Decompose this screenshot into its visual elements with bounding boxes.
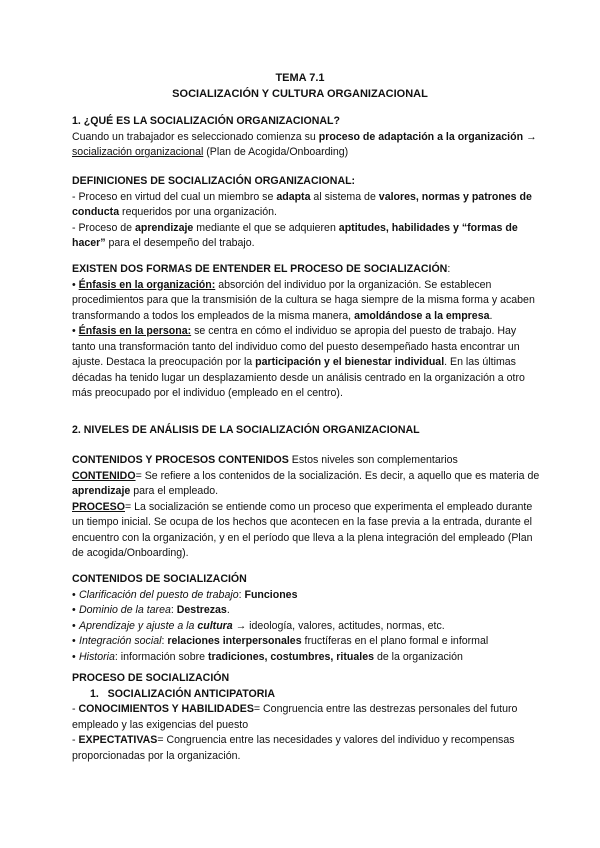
text: - [72,703,79,715]
forms-item-person [72,324,542,402]
bullet: • [72,650,76,663]
bold-italic-text: cultura [197,619,233,632]
process-item-expectations [72,733,542,764]
text: se centra en cómo el individuo se apropia del puesto de trabajo. Hay tanto una transformación tanto del individuo como del puesto desempeñado hasta encontrar un ajuste. Destaca la preocupación por la [72,325,520,368]
contents-item [72,619,542,635]
bold-text: aprendizaje [72,485,131,497]
arrow: → [523,130,537,143]
italic-text: Clarificación del puesto de trabajo [79,588,239,601]
text: . En las últimas décadas ha tenido lugar un desplazamiento desde un análisis centrado en la organización a otro más preocupado por el individuo (empleado en el centro). [72,356,525,399]
bullet: • [72,635,76,647]
underlined-text: socialización organizacional [72,146,204,158]
bold-text: aptitudes, habilidades y “formas de hacer” [72,221,518,249]
contents-item [72,588,542,604]
bold-text: adapta [276,190,311,203]
section-2-heading: 2. NIVELES DE ANÁLISIS DE LA SOCIALIZACIÓN ORGANIZACIONAL [72,424,420,436]
text: Cuando un trabajador es seleccionado comienza su [72,130,319,143]
forms-heading-text: EXISTEN DOS FORMAS DE ENTENDER EL PROCESO DE SOCIALIZACIÓN [72,263,448,275]
italic-text: Dominio de la tarea [79,604,171,616]
item-label: Énfasis en la persona: [78,325,192,337]
definition-2 [72,221,542,252]
forms-item-organization [72,278,542,325]
bold-text: amoldándose a la empresa [354,309,490,322]
bold-text: Funciones [244,588,298,601]
contents-heading: CONTENIDOS DE SOCIALIZACIÓN [72,573,247,585]
process-section [72,671,542,764]
text: . [489,309,493,322]
text: para el desempeño del trabajo. [105,237,255,249]
bold-text: EXPECTATIVAS [78,734,158,746]
contents-item [72,650,542,666]
bold-text: relaciones interpersonales [167,635,302,647]
text: (Plan de Acogida/Onboarding) [203,146,349,158]
definitions-section [72,174,542,252]
text: : [161,635,168,647]
doc-title: SOCIALIZACIÓN Y CULTURA ORGANIZACIONAL [172,88,428,100]
definitions-heading: DEFINICIONES DE SOCIALIZACIÓN ORGANIZACIONAL: [72,175,356,187]
section-1 [72,114,542,161]
section-1-body [72,130,542,161]
forms-section [72,262,542,402]
proceso-definition [72,500,542,562]
doc-title-number: TEMA 7.1 [275,72,325,84]
text: al sistema de [310,190,379,203]
text: → ideología, valores, actitudes, normas, etc. [232,619,445,632]
text: fructíferas en el plano formal e informal [301,635,489,647]
item-label: Énfasis en la organización: [78,278,216,291]
process-subheading: 1. SOCIALIZACIÓN ANTICIPATORIA [90,687,276,700]
contents-item [72,634,542,650]
bold-text: aprendizaje [135,221,194,234]
text: . [226,604,230,616]
bullet: • [72,325,76,337]
bullet: • [72,588,76,601]
text: requeridos por una organización. [119,206,277,218]
term-label: PROCESO [72,500,125,513]
text: = Congruencia entre las destrezas personales del futuro empleado y las exigencias del puesto [72,703,518,731]
bullet: • [72,604,76,616]
text: = La socialización se entiende como un proceso que experimenta el empleado durante un tiempo inicial. Se ocupa de los hechos que acontecen en la fase previa a la entrada, durante el encuentro con la organización, y en el período que lleva a la plena integración del empleado (Plan de acogida/Onboarding). [72,500,533,559]
process-heading: PROCESO DE SOCIALIZACIÓN [72,672,230,684]
italic-text: Integración social [79,635,162,647]
definition-1 [72,190,542,221]
italic-text: Aprendizaje y ajuste a la [79,619,198,632]
levels-intro [72,453,542,469]
bullet: • [72,619,76,632]
colon: : [447,263,451,275]
text: : [238,588,245,601]
section-2 [72,423,542,439]
levels-block [72,453,542,562]
text: mediante el que se adquieren [193,221,339,234]
bold-text: valores, normas y patrones de conducta [72,190,532,218]
text: Estos niveles son complementarios [288,454,458,466]
text: - [72,734,79,746]
process-item-knowledge [72,702,542,733]
text: - Proceso de [72,221,136,234]
text: - Proceso en virtud del cual un miembro se [72,190,277,203]
term-label: CONTENIDO [72,469,136,482]
text: para el empleado. [130,485,219,497]
text: : [170,604,177,616]
contents-section [72,572,542,665]
text: = Se refiere a los contenidos de la socialización. Es decir, a aquello que es materia de [135,469,540,482]
section-1-heading: 1. ¿QUÉ ES LA SOCIALIZACIÓN ORGANIZACIONAL? [72,115,340,127]
text: de la organización [374,650,463,663]
contenido-definition [72,469,542,500]
bold-text: tradiciones, costumbres, rituales [207,650,374,663]
text: absorción del individuo por la organización. Se establecen procedimientos para que la transmisión de la cultura se haga siempre de la misma forma y acaben transformando a todos los empleados de la misma manera, [72,278,535,322]
bold-text: proceso de adaptación a la organización [318,130,524,143]
bold-text: participación y el bienestar individual [255,356,445,368]
text: = Congruencia entre las necesidades y valores del individuo y recompensas proporcionadas por la organización. [72,734,515,762]
bold-text: Destrezas [176,604,227,616]
bold-text: CONOCIMIENTOS Y HABILIDADES [78,703,254,715]
forms-heading [72,262,542,278]
italic-text: Historia [79,650,115,663]
bullet: • [72,278,76,291]
bold-text: CONTENIDOS Y PROCESOS CONTENIDOS [72,454,289,466]
text: : información sobre [114,650,208,663]
contents-item [72,603,542,619]
